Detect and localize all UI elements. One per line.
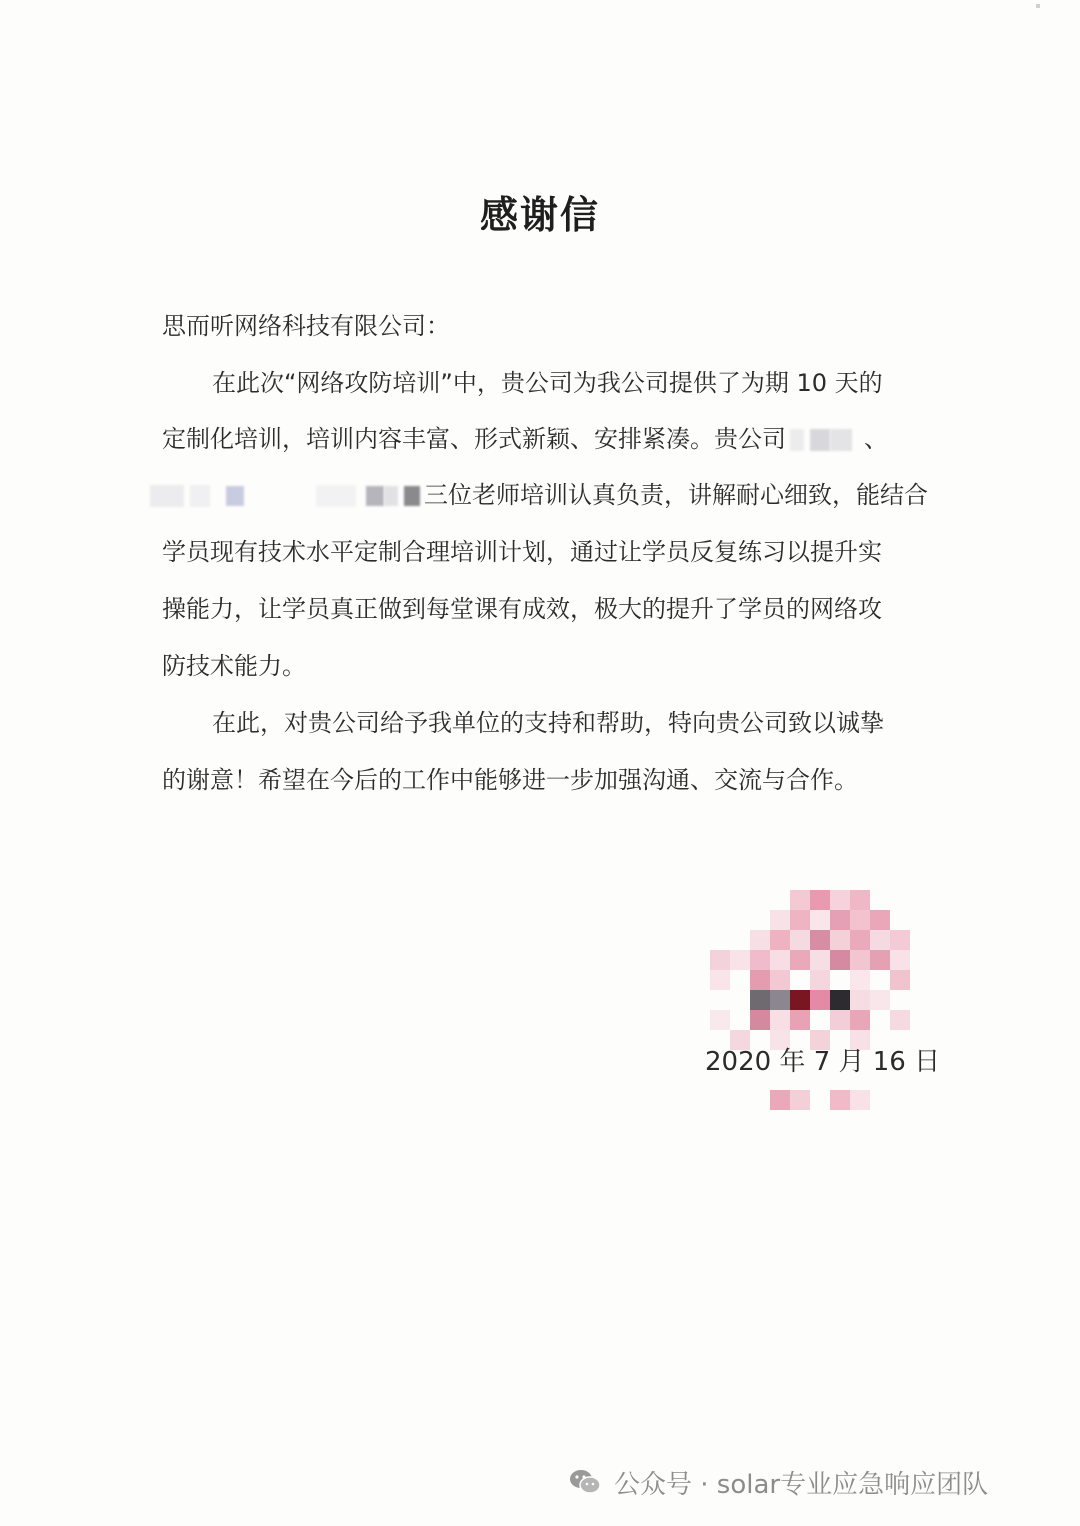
redaction-block xyxy=(226,486,244,506)
seal-pixel xyxy=(850,1090,870,1110)
watermark-footer xyxy=(568,1462,988,1502)
seal-pixel xyxy=(870,910,890,930)
seal-pixel xyxy=(810,950,830,970)
paragraph-1-line-2 xyxy=(162,424,888,454)
seal-pixel xyxy=(750,970,770,990)
seal-pixel xyxy=(770,930,790,950)
seal-pixel xyxy=(890,1010,910,1030)
seal-pixel xyxy=(850,970,870,990)
seal-pixel xyxy=(710,950,730,970)
seal-pixel xyxy=(850,1010,870,1030)
seal-pixel xyxy=(890,970,910,990)
scan-speck xyxy=(1036,4,1040,8)
seal-pixel xyxy=(830,1010,850,1030)
redaction-block xyxy=(384,486,398,506)
seal-pixel xyxy=(790,910,810,930)
seal-pixel xyxy=(810,930,830,950)
paragraph-1-line-1: 在此次“网络攻防培训”中，贵公司为我公司提供了为期 10 天的 xyxy=(212,369,883,397)
paragraph-1-line-3-text: 三位老师培训认真负责，讲解耐心细致，能结合 xyxy=(424,481,928,509)
seal-pixel xyxy=(710,970,730,990)
wechat-icon xyxy=(568,1465,602,1499)
salutation: 思而听网络科技有限公司： xyxy=(162,312,450,340)
seal-pixel xyxy=(810,910,830,930)
seal-pixel xyxy=(770,970,790,990)
seal-pixel xyxy=(750,930,770,950)
seal-pixel xyxy=(830,890,850,910)
paragraph-1-line-6: 防技术能力。 xyxy=(162,652,306,680)
paragraph-1-line-4: 学员现有技术水平定制合理培训计划，通过让学员反复练习以提升实 xyxy=(162,538,882,566)
seal-pixel xyxy=(830,910,850,930)
seal-pixel xyxy=(770,950,790,970)
seal-pixel xyxy=(850,890,870,910)
seal-pixel xyxy=(730,950,750,970)
seal-pixel xyxy=(850,910,870,930)
redaction-block xyxy=(366,486,384,506)
seal-pixel xyxy=(830,930,850,950)
seal-pixel xyxy=(830,1090,850,1110)
seal-pixel xyxy=(850,950,870,970)
paragraph-1-line-5: 操能力，让学员真正做到每堂课有成效，极大的提升了学员的网络攻 xyxy=(162,595,882,623)
redaction-block xyxy=(830,429,852,451)
seal-pixel xyxy=(750,1010,770,1030)
seal-pixel xyxy=(870,930,890,950)
seal-pixel xyxy=(790,1010,810,1030)
seal-pixel xyxy=(810,890,830,910)
seal-pixel xyxy=(770,910,790,930)
letter-date: 2020 年 7 月 16 日 xyxy=(705,1047,941,1077)
seal-pixel xyxy=(790,930,810,950)
seal-pixel xyxy=(770,990,790,1010)
paragraph-2-line-1: 在此，对贵公司给予我单位的支持和帮助，特向贵公司致以诚挚 xyxy=(212,709,884,737)
seal-pixel xyxy=(790,950,810,970)
company-seal-pixelated xyxy=(705,880,935,1115)
redaction-block xyxy=(316,485,356,507)
seal-pixel xyxy=(810,970,830,990)
seal-pixel xyxy=(750,950,770,970)
seal-pixel xyxy=(870,990,890,1010)
seal-pixel xyxy=(830,950,850,970)
seal-pixel xyxy=(890,930,910,950)
redaction-block xyxy=(810,429,830,451)
seal-pixel xyxy=(850,990,870,1010)
redaction-block xyxy=(150,485,184,507)
seal-pixel xyxy=(790,1090,810,1110)
letter-title: 感谢信 xyxy=(479,193,600,237)
seal-pixel xyxy=(810,990,830,1010)
seal-pixel xyxy=(790,890,810,910)
seal-pixel xyxy=(830,990,850,1010)
enumeration-comma: 、 xyxy=(864,425,888,453)
redaction-block xyxy=(404,486,420,506)
seal-pixel xyxy=(750,990,770,1010)
seal-pixel xyxy=(870,950,890,970)
seal-pixel xyxy=(850,930,870,950)
seal-pixel xyxy=(770,1010,790,1030)
watermark-text: 公众号 · solar专业应急响应团队 xyxy=(614,1469,989,1500)
paragraph-2-line-2: 的谢意！希望在今后的工作中能够进一步加强沟通、交流与合作。 xyxy=(162,766,858,794)
redaction-block xyxy=(790,429,804,451)
redaction-block xyxy=(190,485,210,507)
paragraph-1-line-2-text: 定制化培训，培训内容丰富、形式新颖、安排紧凑。贵公司 xyxy=(162,425,786,453)
seal-pixel xyxy=(770,1090,790,1110)
seal-pixel xyxy=(710,1010,730,1030)
seal-pixel xyxy=(790,990,810,1010)
paragraph-1-line-3 xyxy=(150,480,928,510)
seal-pixel xyxy=(890,950,910,970)
